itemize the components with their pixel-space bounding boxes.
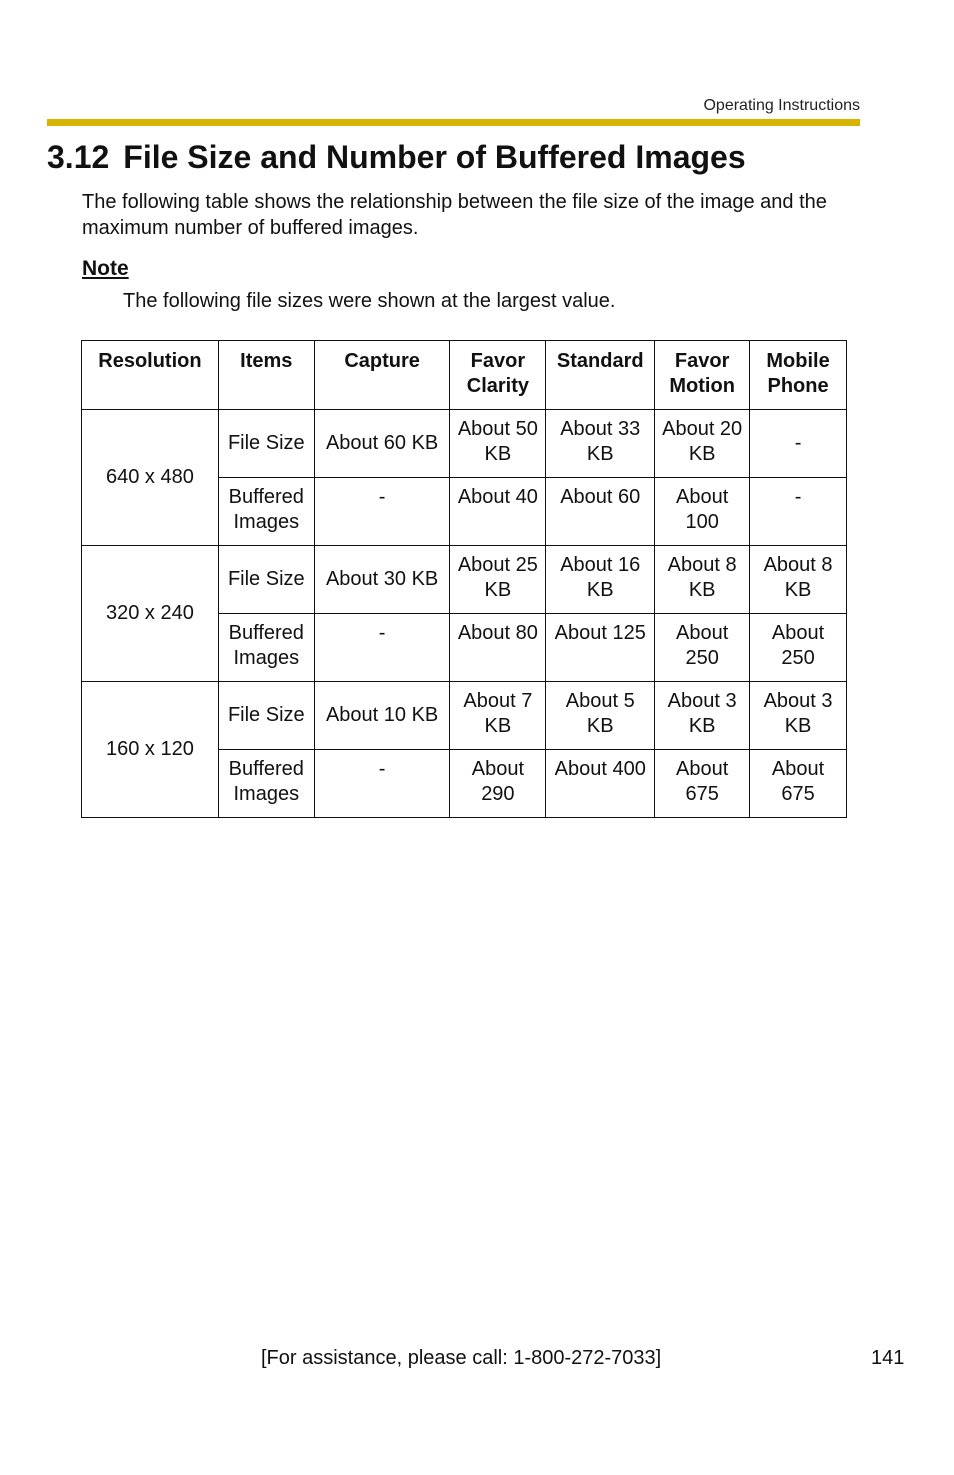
favor-clarity-cell: About 50 KB	[450, 410, 546, 478]
capture-cell: -	[314, 750, 450, 818]
running-header: Operating Instructions	[703, 97, 860, 114]
column-header-mobile-phone: Mobile Phone	[750, 341, 847, 410]
section-number: 3.12	[47, 139, 110, 175]
mobile-phone-cell: About 3 KB	[750, 682, 847, 750]
note-heading: Note	[82, 257, 129, 280]
column-header-resolution: Resolution	[82, 341, 219, 410]
mobile-phone-cell: -	[750, 410, 847, 478]
standard-cell: About 5 KB	[546, 682, 655, 750]
item-cell: File Size	[218, 682, 314, 750]
favor-clarity-cell: About 80	[450, 614, 546, 682]
mobile-phone-cell: About 250	[750, 614, 847, 682]
capture-cell: About 30 KB	[314, 546, 450, 614]
column-header-favor-clarity: Favor Clarity	[450, 341, 546, 410]
capture-cell: -	[314, 478, 450, 546]
mobile-phone-cell: About 675	[750, 750, 847, 818]
file-size-table	[81, 340, 847, 818]
item-cell: Buffered Images	[218, 750, 314, 818]
capture-cell: About 10 KB	[314, 682, 450, 750]
favor-motion-cell: About 250	[655, 614, 750, 682]
favor-clarity-cell: About 290	[450, 750, 546, 818]
table-header-row	[82, 341, 847, 410]
table-row	[82, 682, 847, 750]
column-header-items: Items	[218, 341, 314, 410]
column-header-capture: Capture	[314, 341, 450, 410]
capture-cell: -	[314, 614, 450, 682]
item-cell: File Size	[218, 410, 314, 478]
favor-clarity-cell: About 7 KB	[450, 682, 546, 750]
section-title	[47, 139, 746, 176]
table-row	[82, 546, 847, 614]
standard-cell: About 400	[546, 750, 655, 818]
footer-assistance: [For assistance, please call: 1-800-272-7033]	[261, 1347, 662, 1369]
resolution-cell: 160 x 120	[82, 682, 219, 818]
resolution-cell: 320 x 240	[82, 546, 219, 682]
column-header-favor-motion: Favor Motion	[655, 341, 750, 410]
mobile-phone-cell: -	[750, 478, 847, 546]
favor-motion-cell: About 3 KB	[655, 682, 750, 750]
section-title-text: File Size and Number of Buffered Images	[123, 139, 746, 175]
item-cell: Buffered Images	[218, 614, 314, 682]
favor-motion-cell: About 8 KB	[655, 546, 750, 614]
item-cell: Buffered Images	[218, 478, 314, 546]
item-cell: File Size	[218, 546, 314, 614]
favor-clarity-cell: About 40	[450, 478, 546, 546]
favor-motion-cell: About 675	[655, 750, 750, 818]
column-header-standard: Standard	[546, 341, 655, 410]
standard-cell: About 16 KB	[546, 546, 655, 614]
page-number: 141	[871, 1347, 905, 1369]
favor-motion-cell: About 20 KB	[655, 410, 750, 478]
mobile-phone-cell: About 8 KB	[750, 546, 847, 614]
standard-cell: About 60	[546, 478, 655, 546]
header-rule	[47, 119, 860, 126]
standard-cell: About 125	[546, 614, 655, 682]
resolution-cell: 640 x 480	[82, 410, 219, 546]
intro-paragraph: The following table shows the relationship between the file size of the image and the maximum number of buffered images.	[82, 191, 827, 239]
note-text: The following file sizes were shown at the largest value.	[123, 290, 616, 312]
favor-clarity-cell: About 25 KB	[450, 546, 546, 614]
capture-cell: About 60 KB	[314, 410, 450, 478]
standard-cell: About 33 KB	[546, 410, 655, 478]
favor-motion-cell: About 100	[655, 478, 750, 546]
table-row	[82, 410, 847, 478]
